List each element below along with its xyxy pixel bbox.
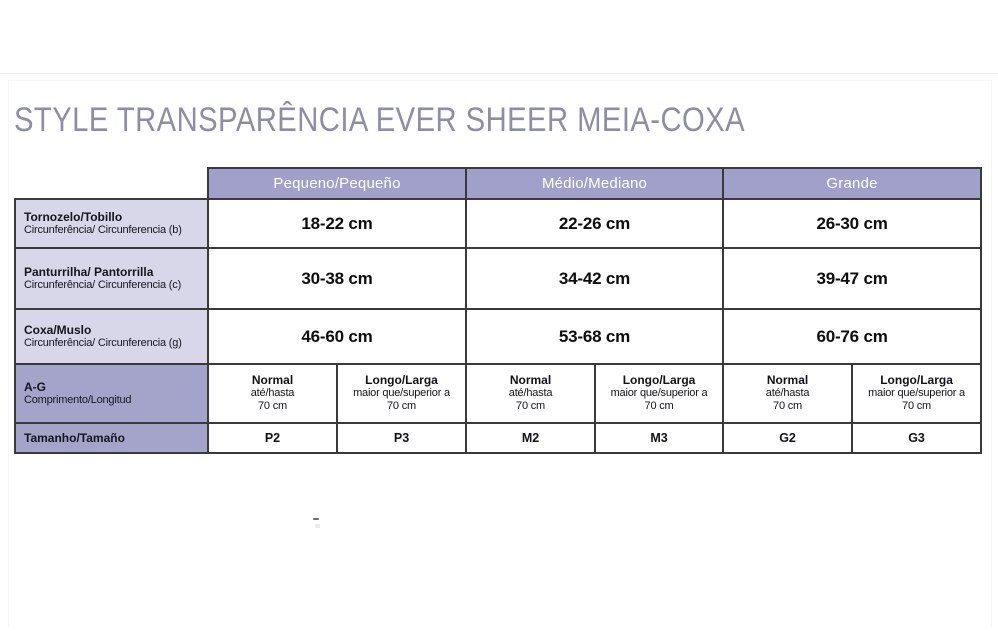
length-normal-value: 70 cm — [773, 400, 803, 412]
size-chart-table — [14, 167, 982, 454]
size-code-g2: G2 — [723, 423, 852, 453]
row-label-size-code-title: Tamanho/Tamaño — [24, 431, 125, 445]
length-normal-desc: até/hasta — [765, 387, 810, 399]
size-code-m2: M2 — [466, 423, 595, 453]
length-long-medium — [595, 364, 723, 423]
row-label-calf-subtitle: Circunferência/ Circunferencia (c) — [24, 279, 182, 291]
length-normal-title: Normal — [251, 373, 294, 387]
row-label-thigh-title: Coxa/Muslo — [24, 323, 92, 337]
size-code-p3: P3 — [337, 423, 466, 453]
row-label-length-title: A-G — [24, 380, 46, 394]
column-header-large: Grande — [723, 168, 981, 199]
length-long-desc: maior que/superior a — [868, 387, 965, 399]
page-title: STYLE TRANSPARÊNCIA EVER SHEER MEIA-COXA — [14, 101, 746, 139]
row-label-length — [15, 364, 208, 423]
length-long-title: Longo/Larga — [880, 373, 953, 387]
table-corner-cell — [15, 168, 208, 199]
row-label-ankle — [15, 199, 208, 248]
length-long-value: 70 cm — [387, 400, 416, 412]
thigh-value-small: 46-60 cm — [208, 309, 466, 364]
row-label-calf-title: Panturrilha/ Pantorrilla — [24, 265, 154, 279]
length-long-title: Longo/Larga — [622, 373, 696, 387]
size-code-p2: P2 — [208, 423, 337, 453]
table-row-length — [15, 364, 981, 423]
table-row-size-code — [15, 423, 981, 453]
ankle-value-large: 26-30 cm — [723, 199, 981, 248]
thigh-value-large: 60-76 cm — [723, 309, 981, 364]
length-normal-title: Normal — [766, 373, 809, 387]
row-label-length-subtitle: Comprimento/Longitud — [24, 394, 132, 406]
length-long-small — [337, 364, 466, 423]
size-code-g3: G3 — [852, 423, 981, 453]
stray-smudge — [315, 524, 320, 528]
length-normal-small — [208, 364, 337, 423]
ankle-value-small: 18-22 cm — [208, 199, 466, 248]
top-divider-rule — [0, 73, 998, 74]
length-long-desc: maior que/superior a — [353, 387, 450, 399]
ankle-value-medium: 22-26 cm — [466, 199, 723, 248]
row-label-thigh — [15, 309, 208, 364]
table-row-calf — [15, 248, 981, 309]
calf-value-large: 39-47 cm — [723, 248, 981, 309]
stray-mark — [313, 518, 319, 520]
length-long-value: 70 cm — [902, 400, 932, 412]
length-long-value: 70 cm — [644, 400, 674, 412]
length-long-desc: maior que/superior a — [610, 387, 708, 399]
calf-value-medium: 34-42 cm — [466, 248, 723, 309]
thigh-value-medium: 53-68 cm — [466, 309, 723, 364]
length-normal-title: Normal — [509, 373, 552, 387]
size-code-m3: M3 — [595, 423, 723, 453]
length-normal-large — [723, 364, 852, 423]
row-label-ankle-title: Tornozelo/Tobillo — [24, 210, 123, 224]
table-row-thigh — [15, 309, 981, 364]
table-row-ankle — [15, 199, 981, 248]
row-label-thigh-subtitle: Circunferência/ Circunferencia (g) — [24, 337, 182, 349]
row-label-ankle-subtitle: Circunferência/ Circunferencia (b) — [24, 224, 182, 236]
length-normal-desc: até/hasta — [250, 387, 295, 399]
row-label-size-code — [15, 423, 208, 453]
calf-value-small: 30-38 cm — [208, 248, 466, 309]
table-header-row — [15, 168, 981, 199]
column-header-medium: Médio/Mediano — [466, 168, 723, 199]
length-long-title: Longo/Larga — [365, 373, 438, 387]
length-normal-medium — [466, 364, 595, 423]
length-normal-value: 70 cm — [516, 400, 545, 412]
length-normal-desc: até/hasta — [508, 387, 553, 399]
length-long-large — [852, 364, 981, 423]
length-normal-value: 70 cm — [258, 400, 287, 412]
column-header-small: Pequeno/Pequeño — [208, 168, 466, 199]
row-label-calf — [15, 248, 208, 309]
